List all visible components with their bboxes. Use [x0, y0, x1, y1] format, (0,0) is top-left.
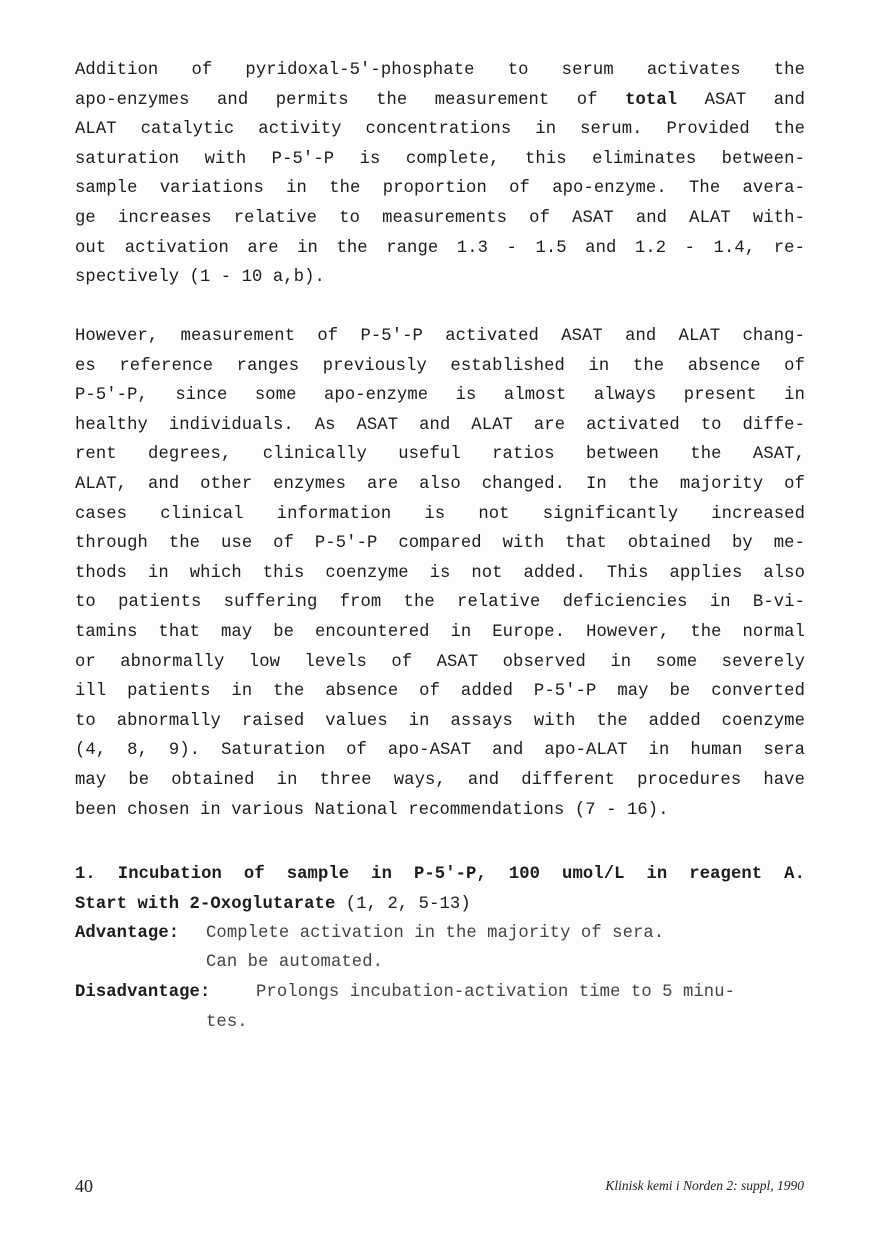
paragraph-2 [75, 322, 805, 825]
advantage-label: Advantage: [75, 924, 180, 943]
paragraph-1-line: ALAT catalytic activity concentrations in serum. Provided the [75, 120, 805, 140]
paragraph-2-line: to abnormally raised values in assays with the added coenzyme [75, 711, 805, 731]
paragraph-1-line-segment: ASAT and [704, 90, 805, 110]
paragraph-2-line: may be obtained in three ways, and different procedures have [75, 770, 805, 790]
paragraph-2-line: es reference ranges previously established in the absence of [75, 356, 805, 376]
journal-citation: Klinisk kemi i Norden 2: suppl, 1990 [605, 1178, 804, 1193]
paragraph-2-line: or abnormally low levels of ASAT observed in some severely [75, 652, 805, 672]
paragraph-1 [75, 56, 805, 293]
page-number: 40 [75, 1176, 93, 1196]
paragraph-2-line: healthy individuals. As ASAT and ALAT are activated to diffe- [75, 415, 805, 435]
paragraph-2-line: tamins that may be encountered in Europe. However, the normal [75, 622, 805, 642]
paragraph-1-line: ge increases relative to measurements of ASAT and ALAT with- [75, 208, 805, 228]
method-1-heading-line: 1. Incubation of sample in P-5′-P, 100 umol/L in reagent A. [75, 865, 805, 884]
advantage-text: Complete activation in the majority of sera. [206, 924, 665, 943]
method-1-heading [75, 860, 805, 919]
advantage-row [75, 919, 805, 949]
paragraph-2-line: cases clinical information is not significantly increased [75, 504, 805, 524]
paragraph-1-line: saturation with P-5′-P is complete, this eliminates between- [75, 149, 805, 169]
paragraph-2-line: (4, 8, 9). Saturation of apo-ASAT and apo-ALAT in human sera [75, 741, 805, 761]
paragraph-1-line-segment: apo-enzymes and permits the measurement of [75, 90, 598, 110]
paragraph-1-line: out activation are in the range 1.3 - 1.5 and 1.2 - 1.4, re- [75, 238, 805, 258]
disadvantage-row-continued [75, 1008, 805, 1038]
paragraph-2-line: ill patients in the absence of added P-5′-P may be converted [75, 682, 805, 702]
paragraph-2-line: P-5′-P, since some apo-enzyme is almost always present in [75, 386, 805, 406]
paragraph-2-line: been chosen in various National recommendations (7 - 16). [75, 800, 669, 820]
paragraph-2-line: rent degrees, clinically useful ratios between the ASAT, [75, 445, 805, 465]
advantage-text: Can be automated. [206, 953, 384, 972]
paragraph-2-line: However, measurement of P-5′-P activated ASAT and ALAT chang- [75, 327, 805, 346]
emphasis-total: total [625, 90, 678, 110]
paragraph-1-line: spectively (1 - 10 a,b). [75, 268, 325, 288]
method-1-heading-segment: Start with 2-Oxoglutarate [75, 894, 336, 914]
paragraph-2-line: thods in which this coenzyme is not added. This applies also [75, 563, 805, 583]
disadvantage-label: Disadvantage: [75, 983, 211, 1002]
disadvantage-row [75, 978, 805, 1008]
paragraph-2-line: ALAT, and other enzymes are also changed. In the majority of [75, 474, 805, 494]
paragraph-2-line: to patients suffering from the relative deficiencies in B-vi- [75, 593, 805, 613]
paragraph-1-line: sample variations in the proportion of apo-enzyme. The avera- [75, 179, 805, 199]
method-1-references: (1, 2, 5-13) [345, 894, 471, 914]
paragraph-1-line [75, 86, 805, 116]
disadvantage-text: Prolongs incubation-activation time to 5 minu- [256, 983, 736, 1002]
method-1-heading-line [75, 890, 805, 920]
advantage-row-continued [75, 948, 805, 978]
paragraph-2-line: through the use of P-5′-P compared with that obtained by me- [75, 534, 805, 554]
paragraph-1-line: Addition of pyridoxal-5′-phosphate to serum activates the [75, 61, 805, 80]
disadvantage-text: tes. [206, 1013, 248, 1032]
